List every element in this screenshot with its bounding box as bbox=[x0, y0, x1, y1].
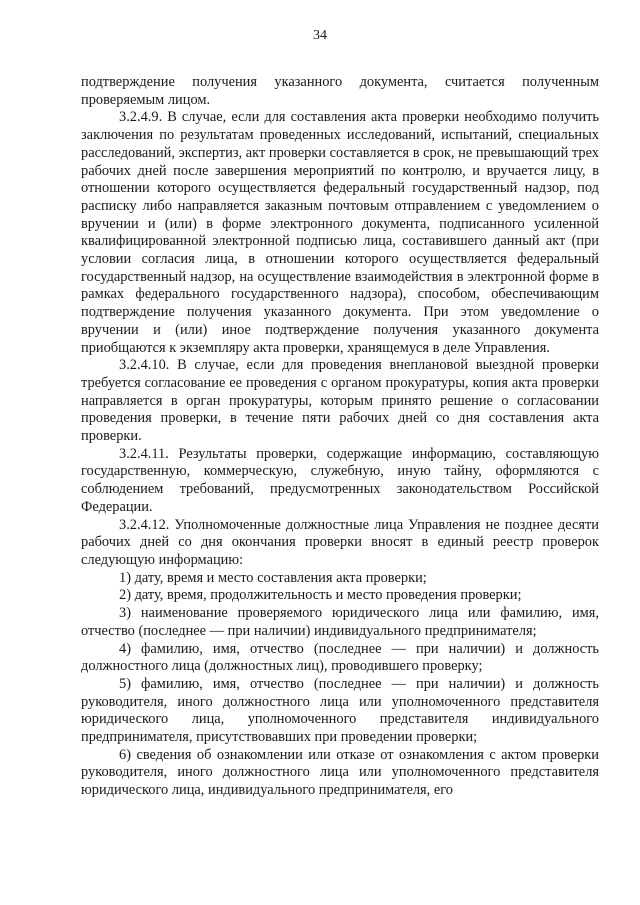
list-item-1: 1) дату, время и место составления акта проверки; bbox=[119, 569, 427, 586]
paragraph-3-2-4-9: 3.2.4.9. В случае, если для составления акта проверки необходимо получить заключения по результатам проведенных исследований, испытаний, специальных расследований, экспертиз, акт проверки составляется в срок, не превышающий трех рабочих дней после завершения мероприятий по контролю, и вручается лицу, в отношении которого осуществляется федеральный государственный надзор, под расписку либо направляется заказным почтовым отправлением с уведомлением о вручении и (или) в форме электронного документа, подписанного усиленной квалифицированной электронной подписью лица, составившего данный акт (при условии согласия лица, в отношении которого осуществляется федеральный государственный надзор, на осуществление взаимодействия в электронной форме в рамках федерального государственного надзора), способом, обеспечивающим подтверждение получения указанного документа. При этом уведомление о вручении и (или) иное подтверждение получения указанного документа приобщаются к экземпляру акта проверки, хранящемуся в деле Управления. bbox=[81, 109, 599, 356]
paragraph-3-2-4-11: 3.2.4.11. Результаты проверки, содержащие информацию, составляющую государственную, коммерческую, служебную, иную тайну, оформляются с соблюдением требований, предусмотренных законодательством Российской Федерации. bbox=[81, 445, 599, 515]
paragraph-continuation: подтверждение получения указанного документа, считается полученным проверяемым лицом. bbox=[81, 74, 599, 108]
paragraph-3-2-4-12: 3.2.4.12. Уполномоченные должностные лица Управления не позднее десяти рабочих дней со дня окончания проверки вносят в единый реестр проверок следующую информацию: bbox=[81, 516, 599, 568]
list-item-6: 6) сведения об ознакомлении или отказе от ознакомления с актом проверки руководителя, иного должностного лица или уполномоченного представителя юридического лица, индивидуального предпринимателя, его bbox=[81, 746, 599, 799]
list-item-5: 5) фамилию, имя, отчество (последнее — при наличии) и должность руководителя, иного должностного лица или уполномоченного представителя юридического лица, уполномоченного представителя индивидуального предпринимателя, присутствовавших при проведении проверки; bbox=[81, 675, 599, 746]
paragraph-3-2-4-10: 3.2.4.10. В случае, если для проведения внеплановой выездной проверки требуется согласование ее проведения с органом прокуратуры, копия акта проверки направляется в орган прокуратуры, которым принято решение о согласовании проведения проверки, в течение пяти рабочих дней со дня составления акта проверки. bbox=[81, 357, 599, 445]
list-item-4: 4) фамилию, имя, отчество (последнее — при наличии) и должность должностного лица (должностных лиц), проводившего проверку; bbox=[81, 640, 599, 675]
document-body bbox=[81, 74, 599, 800]
list-item-3: 3) наименование проверяемого юридического лица или фамилию, имя, отчество (последнее — при наличии) индивидуального предпринимателя; bbox=[81, 605, 599, 639]
list-item-2: 2) дату, время, продолжительность и место проведения проверки; bbox=[119, 587, 522, 604]
page-number: 34 bbox=[313, 28, 327, 43]
